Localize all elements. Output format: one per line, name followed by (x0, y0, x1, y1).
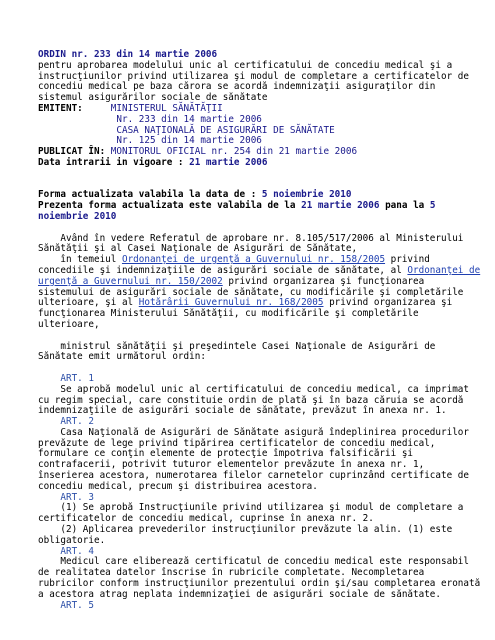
article-label: ART. 5 (38, 599, 94, 611)
article-text-line: a acestora atrag neplata indemnizaţiei de asigurări sociale de sănătate. (38, 588, 441, 600)
vigoare-value: 21 martie 2006 (189, 156, 268, 168)
article-text-line: indemnizaţiile de asigurări sociale de sănătate, prevăzut în anexa nr. 1. (38, 405, 447, 417)
preamble-line-1: Având în vedere Referatul de aprobare nr. 8.105/517/2006 al Ministerului (38, 232, 464, 244)
article-text-line: Medicul care eliberează certificatul de concediu medical este responsabil (38, 556, 469, 568)
article-label: ART. 2 (38, 416, 94, 428)
preamble-line-3: în temeiul Ordonanţei de urgenţă a Guvernului nr. 158/2005 privind (38, 254, 430, 266)
version-label: Forma actualizata valabila la data de : (38, 189, 257, 201)
article-label: ART. 4 (38, 545, 94, 557)
emitent-value-4: Nr. 125 din 14 martie 2006 (116, 135, 262, 147)
article-text-line: (2) Aplicarea prevederilor instrucţiunilor prevăzute la alin. (1) este (38, 524, 453, 536)
emitent-value-1: MINISTERUL SĂNĂTĂŢII (110, 102, 223, 114)
preamble-line-6: sistemului de asigurări sociale de sănătate, cu modificările şi completările (38, 286, 464, 298)
article-label: ART. 1 (38, 372, 94, 384)
preamble-line-8: funcţionarea Ministerului Sănătăţii, cu modificările şi completările (38, 308, 419, 320)
order-title: ORDIN nr. 233 din 14 martie 2006 (38, 49, 218, 60)
emitent-value-3: CASA NAŢIONALĂ DE ASIGURĂRI DE SĂNĂTATE (116, 124, 335, 136)
version-from-date: 21 martie 2006 (301, 200, 380, 212)
article-text-line: (1) Se aprobă Instrucţiunile privind utilizarea şi modul de completare a (38, 502, 464, 514)
version-mid: pana la (385, 200, 425, 212)
preamble-line-7: ulterioare, şi al Hotărârii Guvernului nr. 168/2005 privind organizarea şi (38, 297, 453, 309)
vigoare-label: Data intrarii in vigoare : (38, 156, 184, 168)
article-label: ART. 3 (38, 491, 94, 503)
article-text-line: înserierea acestora, numerotarea filelor carnetelor cuprinzând certificate de (38, 470, 469, 482)
article-text-line: cu regim special, care constituie ordin de plată şi în baza căruia se acordă (38, 394, 464, 406)
link-oug-150-2002-b[interactable]: urgenţă a Guvernului nr. 150/2002 (38, 275, 223, 287)
article-text-line: obligatorie. (38, 534, 106, 546)
article-text-line: contrafacerii, potrivit tuturor elementelor prevăzute în anexa nr. 1, (38, 459, 425, 471)
article-text-line: rubricilor conform instrucţiunilor prezentului ordin şi/sau completarea eronată (38, 578, 481, 590)
version-date: 5 noiembrie 2010 (261, 189, 352, 201)
article-text-line: concediu medical, precum şi distribuirea acestora. (38, 480, 318, 492)
subject-line-2: instrucţiunilor privind utilizarea şi modul de completare a certificatelor de (38, 70, 469, 82)
preamble-line-5: urgenţă a Guvernului nr. 150/2002 privind organizarea şi funcţionarea (38, 275, 425, 287)
subject-line-1: pentru aprobarea modelului unic al certificatului de concediu medical şi a (38, 59, 453, 71)
article-text-line: Casa Naţională de Asigurări de Sănătate asigură îndeplinirea procedurilor (38, 426, 469, 438)
article-text-line: Se aprobă modelul unic al certificatului de concediu medical, ca imprimat (38, 383, 469, 395)
preamble-line-2: Sănătăţii şi al Casei Naţionale de Asigurări de Sănătate, (38, 243, 358, 255)
preamble-line-11: Sănătate emit următorul ordin: (38, 351, 206, 363)
article-text-line: prevăzute de lege privind tipărirea certificatelor de concediu medical, (38, 437, 436, 449)
article-text-line: de realitatea datelor înscrise în rubricile completate. Necompletarea (38, 567, 425, 579)
emitent-label: EMITENT: (38, 102, 83, 114)
version-to-date-b: noiembrie 2010 (38, 210, 117, 222)
document-body (38, 49, 481, 611)
article-text-line: certificatelor de concediu medical, cuprinse în anexa nr. 2. (38, 513, 374, 525)
link-oug-150-2002-a[interactable]: Ordonanţei de (407, 264, 481, 276)
emitent-value-2: Nr. 233 din 14 martie 2006 (116, 113, 262, 125)
version-to-date-a: 5 (429, 200, 436, 212)
subject-line-4: sistemul asigurărilor sociale de sănătate (38, 92, 268, 104)
preamble-line-10: ministrul sănătăţii şi preşedintele Casei Naţionale de Asigurări de (38, 340, 436, 352)
preamble-line-9: ulterioare, (38, 318, 100, 330)
link-oug-158-2005[interactable]: Ordonanţei de urgenţă a Guvernului nr. 158/2005 (121, 254, 386, 266)
subject-line-3: concediu medical pe baza cărora se acordă indemnizaţii asiguraţilor din (38, 81, 436, 93)
publicat-value: MONITORUL OFICIAL nr. 254 din 21 martie 2006 (110, 146, 358, 158)
articles-list (38, 372, 481, 612)
publicat-label: PUBLICAT ÎN: (38, 146, 106, 158)
version-prefix: Prezenta forma actualizata este valabila de la (38, 200, 296, 212)
vigoare-row (38, 158, 478, 169)
preamble-line-4: concediile şi indemnizaţiile de asigurări sociale de sănătate, al Ordonanţei de (38, 264, 481, 276)
article-text-line: formulare ce conţin elemente de protecţie împotriva falsificării şi (38, 448, 414, 460)
link-hg-168-2005[interactable]: Hotărârii Guvernului nr. 168/2005 (138, 297, 324, 309)
